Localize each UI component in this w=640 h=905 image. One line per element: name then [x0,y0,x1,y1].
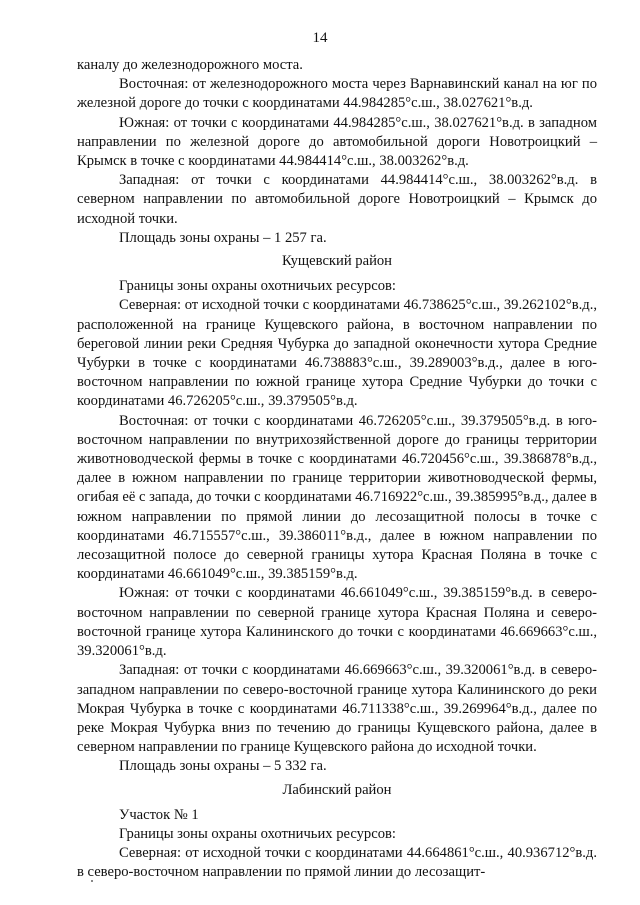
paragraph: Площадь зоны охраны – 5 332 га. [119,758,327,775]
paragraph: Северная: от исходной точки с координатами 44.664861°с.ш., 40.936712°в.д. в северо-восточном направлении по прямой линии до лесозащит- [77,845,597,881]
paragraph: Западная: от точки с координатами 44.984414°с.ш., 38.003262°в.д. в северном направлении по автомобильной дороге Новотроицкий – Крымск до исходной точки. [77,172,597,227]
paragraph: Восточная: от железнодорожного моста через Варнавинский канал на юг по железной дороге до точки с координатами 44.984285°с.ш., 38.027621°в.д. [77,76,597,112]
paragraph: каналу до железнодорожного моста. [77,57,303,73]
paragraph: Площадь зоны охраны – 1 257 га. [119,229,327,246]
paragraph: Границы зоны охраны охотничьих ресурсов: [119,278,396,295]
paragraph: Границы зоны охраны охотничьих ресурсов: [119,825,396,842]
section-heading: Кущевский район [282,253,392,270]
paragraph: Южная: от точки с координатами 46.661049°с.ш., 39.385159°в.д. в северо-восточном направлении по северной границе хутора Красная Поляна и северо-восточной границе хутора Калининского до точки с координатами 46.669663°с.ш., 39.320061°в.д. [77,585,597,660]
paragraph: Восточная: от точки с координатами 46.726205°с.ш., 39.379505°в.д. в юго-восточном направлении по внутрихозяйственной дороге до границы территории животноводческой фермы в точке с координатами 46.720456°с.ш., 39.386878°в.д., далее в южном направлении по границе территории животноводческой фермы, огибая её с запада, до точки с координатами 46.716922°с.ш., 39.385995°в.д., далее в южном направлении по прямой линии до лесозащитной полосы в точке с координатами 46.715557°с.ш., 39.386011°в.д., далее в южном направлении по лесозащитной полосе до северной границы хутора Красная Поляна в точке с координатами 46.661049°с.ш., 39.385159°в.д. [77,412,597,583]
paragraph: Северная: от исходной точки с координатами 46.738625°с.ш., 39.262102°в.д., расположенной на границе Кущевского района, в восточном направлении по береговой линии реки Средняя Чубурка до западной оконечности хутора Средние Чубурки в точке с координатами 46.738883°с.ш., 39.289003°в.д., далее в юго-восточном направлении по южной границе хутора Средние Чубурки до точки с координатами 46.726205°с.ш., 39.379505°в.д. [77,297,597,410]
scan-artifact [91,880,93,882]
document-body [77,56,597,883]
page-number: 14 [312,30,328,46]
section-heading: Лабинский район [282,781,392,798]
paragraph: Участок № 1 [119,806,199,823]
paragraph: Западная: от точки с координатами 46.669663°с.ш., 39.320061°в.д. в северо-западном направлении по северо-восточной границе хутора Калининского до реки Мокрая Чубурка в точке с координатами 46.711338°с.ш., 39.269964°в.д., далее по реке Мокрая Чубурка вниз по течению до границы Кущевского района, далее в северном направлении по границе Кущевского района до исходной точки. [77,662,597,756]
paragraph: Южная: от точки с координатами 44.984285°с.ш., 38.027621°в.д. в западном направлении по железной дороге до автомобильной дороги Новотроицкий – Крымск в точке с координатами 44.984414°с.ш., 38.003262°в.д. [77,114,597,170]
